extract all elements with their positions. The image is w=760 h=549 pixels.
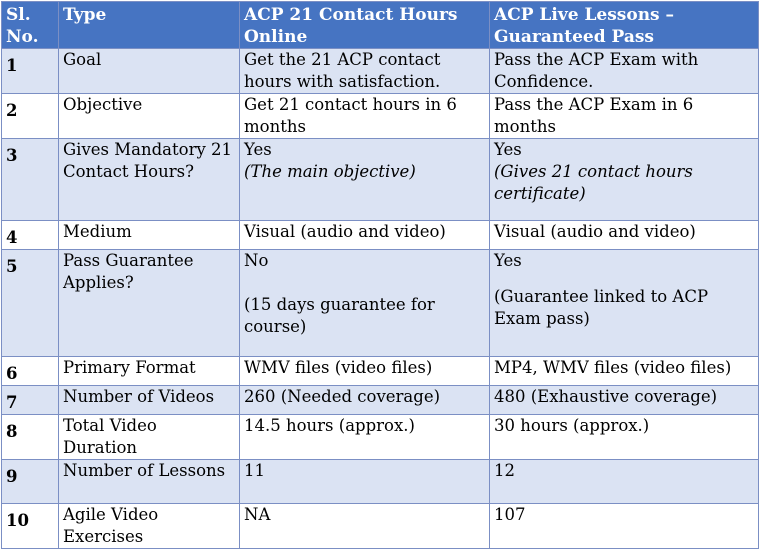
header-acp-live-lessons: ACP Live Lessons – Guaranteed Pass [490, 2, 759, 49]
header-acp-21-contact-hours: ACP 21 Contact Hours Online [240, 2, 490, 49]
row-live-lessons-value: Visual (audio and video) [490, 221, 759, 250]
row-type: Objective [59, 94, 240, 139]
row-number: 4 [2, 221, 59, 250]
row-number: 6 [2, 357, 59, 386]
row-live-lessons-value: 12 [490, 460, 759, 504]
row-number: 8 [2, 415, 59, 460]
row-type: Gives Mandatory 21 Contact Hours? [59, 139, 240, 221]
row-acp-21-value: 260 (Needed coverage) [240, 386, 490, 415]
row-acp-21-value: 14.5 hours (approx.) [240, 415, 490, 460]
row-live-lessons-value: Yes (Gives 21 contact hours certificate) [490, 139, 759, 221]
row-live-lessons-value: 30 hours (approx.) [490, 415, 759, 460]
table-row [2, 460, 759, 504]
table-row [2, 49, 759, 94]
table-row [2, 139, 759, 221]
row-acp-21-value: Yes (The main objective) [240, 139, 490, 221]
table-row [2, 94, 759, 139]
row-acp-21-value: WMV files (video files) [240, 357, 490, 386]
row-note: (The main objective) [244, 162, 416, 181]
row-note: (Gives 21 contact hours certificate) [494, 162, 693, 203]
row-live-lessons-value: 480 (Exhaustive coverage) [490, 386, 759, 415]
header-type: Type [59, 2, 240, 49]
row-type: Number of Videos [59, 386, 240, 415]
table-row [2, 357, 759, 386]
row-acp-21-value: Get the 21 ACP contact hours with satisfaction. [240, 49, 490, 94]
row-note: (Guarantee linked to ACP Exam pass) [494, 287, 709, 328]
row-type: Primary Format [59, 357, 240, 386]
row-live-lessons-value: 107 [490, 504, 759, 549]
row-live-lessons-value: MP4, WMV files (video files) [490, 357, 759, 386]
row-number: 2 [2, 94, 59, 139]
row-number: 7 [2, 386, 59, 415]
comparison-table [1, 1, 759, 549]
row-type: Agile Video Exercises [59, 504, 240, 549]
row-type: Number of Lessons [59, 460, 240, 504]
table-row [2, 415, 759, 460]
row-type: Goal [59, 49, 240, 94]
row-number: 9 [2, 460, 59, 504]
row-acp-21-value: Get 21 contact hours in 6 months [240, 94, 490, 139]
row-acp-21-value: Visual (audio and video) [240, 221, 490, 250]
table-row [2, 504, 759, 549]
table-row [2, 250, 759, 357]
row-type: Medium [59, 221, 240, 250]
row-number: 10 [2, 504, 59, 549]
row-acp-21-value: NA [240, 504, 490, 549]
row-type: Total Video Duration [59, 415, 240, 460]
row-note: (15 days guarantee for course) [244, 295, 435, 336]
table-row [2, 386, 759, 415]
table-row [2, 221, 759, 250]
row-live-lessons-value: Yes (Guarantee linked to ACP Exam pass) [490, 250, 759, 357]
row-live-lessons-value: Pass the ACP Exam with Confidence. [490, 49, 759, 94]
row-number: 1 [2, 49, 59, 94]
row-type: Pass Guarantee Applies? [59, 250, 240, 357]
header-row [2, 2, 759, 49]
row-number: 3 [2, 139, 59, 221]
row-number: 5 [2, 250, 59, 357]
row-acp-21-value: 11 [240, 460, 490, 504]
row-live-lessons-value: Pass the ACP Exam in 6 months [490, 94, 759, 139]
header-sl-no: Sl. No. [2, 2, 59, 49]
row-acp-21-value: No (15 days guarantee for course) [240, 250, 490, 357]
